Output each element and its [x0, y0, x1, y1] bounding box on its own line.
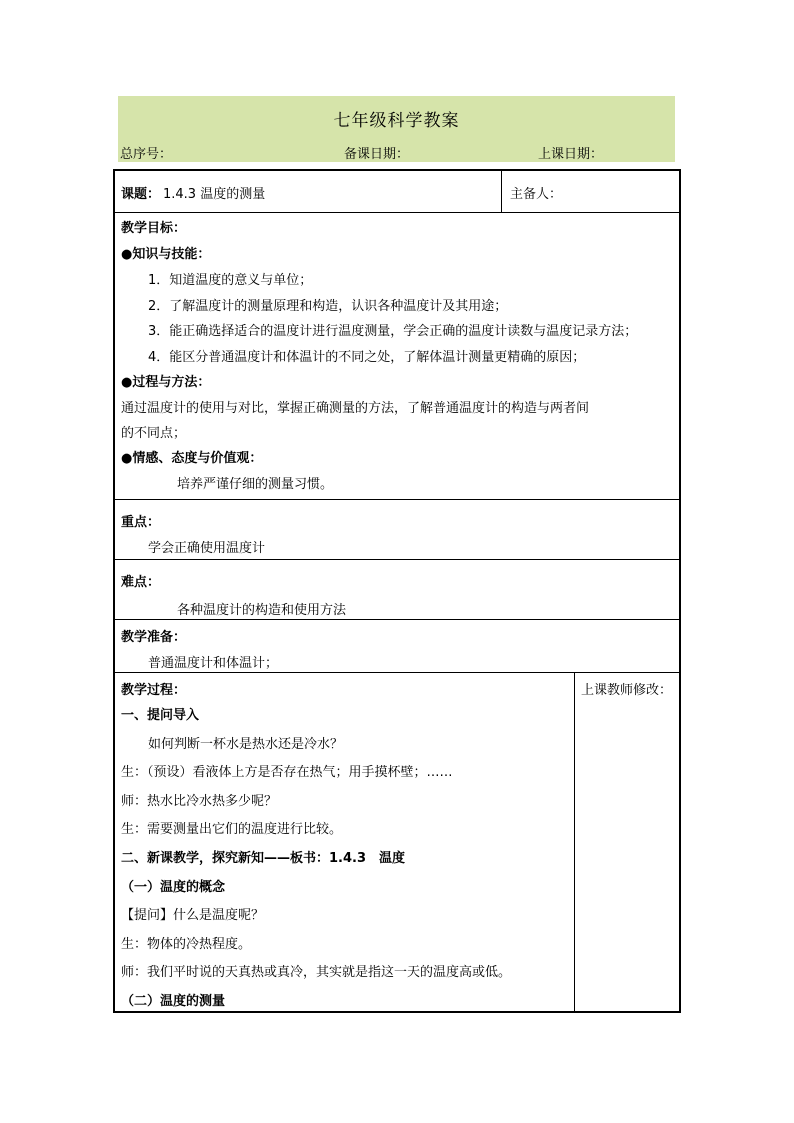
knowledge-item: 1．知道温度的意义与单位； [148, 273, 313, 288]
key-point-heading: 重点： [121, 515, 161, 530]
process-method-line: 通过温度计的使用与对比，掌握正确测量的方法，了解普通温度计的构造与两者间 [121, 401, 590, 416]
process-line: 生：物体的冷热程度。 [121, 937, 252, 952]
process-divider [574, 672, 575, 1011]
knowledge-item: 3．能正确选择适合的温度计进行温度测量，学会正确的温度计读数与温度记录方法； [148, 324, 638, 339]
document-title: 七年级科学教案 [333, 111, 460, 131]
process-method-line: 的不同点； [121, 426, 187, 441]
emotion-heading: ●情感、态度与价值观： [121, 451, 263, 466]
class-date-label: 上课日期： [538, 147, 604, 162]
knowledge-item: 4．能区分普通温度计和体温计的不同之处，了解体温计测量更精确的原因； [148, 350, 586, 365]
process-heading: 教学过程： [121, 683, 187, 698]
key-point-text: 学会正确使用温度计 [148, 541, 266, 556]
process-line: 师：我们平时说的天真热或真冷，其实就是指这一天的温度高或低。 [121, 965, 512, 980]
preparation-text: 普通温度计和体温计； [148, 656, 279, 671]
preparation-section [115, 619, 679, 673]
topic-divider [501, 171, 502, 212]
preparation-heading: 教学准备： [121, 630, 187, 645]
process-line: （一）温度的概念 [121, 880, 226, 895]
process-line: 二、新课教学，探究新知——板书：1.4.3 温度 [121, 851, 406, 866]
process-method-heading: ●过程与方法： [121, 375, 211, 390]
difficulty-heading: 难点： [121, 575, 161, 590]
process-line: 师：热水比冷水热多少呢？ [121, 794, 278, 809]
header-band [118, 96, 675, 162]
process-line: 【提问】什么是温度呢？ [121, 908, 265, 923]
knowledge-heading: ●知识与技能： [121, 247, 211, 262]
process-section [115, 672, 679, 1011]
process-line: （二）温度的测量 [121, 994, 226, 1009]
process-line: 生：需要测量出它们的温度进行比较。 [121, 822, 343, 837]
key-point-section [115, 499, 679, 560]
process-line: 如何判断一杯水是热水还是冷水？ [148, 737, 344, 752]
topic-row [115, 171, 679, 213]
difficulty-text: 各种温度计的构造和使用方法 [177, 603, 347, 618]
process-line: 生：（预设）看液体上方是否存在热气；用手摸杯壁；…… [121, 765, 453, 780]
preparer-label: 主备人： [510, 187, 563, 202]
knowledge-item: 2．了解温度计的测量原理和构造，认识各种温度计及其用途； [148, 299, 508, 314]
process-line: 一、提问导入 [121, 708, 200, 723]
total-number-label: 总序号： [120, 147, 173, 162]
prep-date-label: 备课日期： [344, 147, 410, 162]
objectives-section [115, 212, 679, 500]
lesson-plan-table [113, 169, 681, 1013]
objectives-heading: 教学目标： [121, 221, 187, 236]
emotion-text: 培养严谨仔细的测量习惯。 [177, 477, 334, 492]
topic-value: 1.4.3 温度的测量 [163, 187, 266, 202]
teacher-revision-label: 上课教师修改： [581, 683, 673, 698]
difficulty-section [115, 559, 679, 620]
topic-label: 课题： [121, 187, 161, 202]
